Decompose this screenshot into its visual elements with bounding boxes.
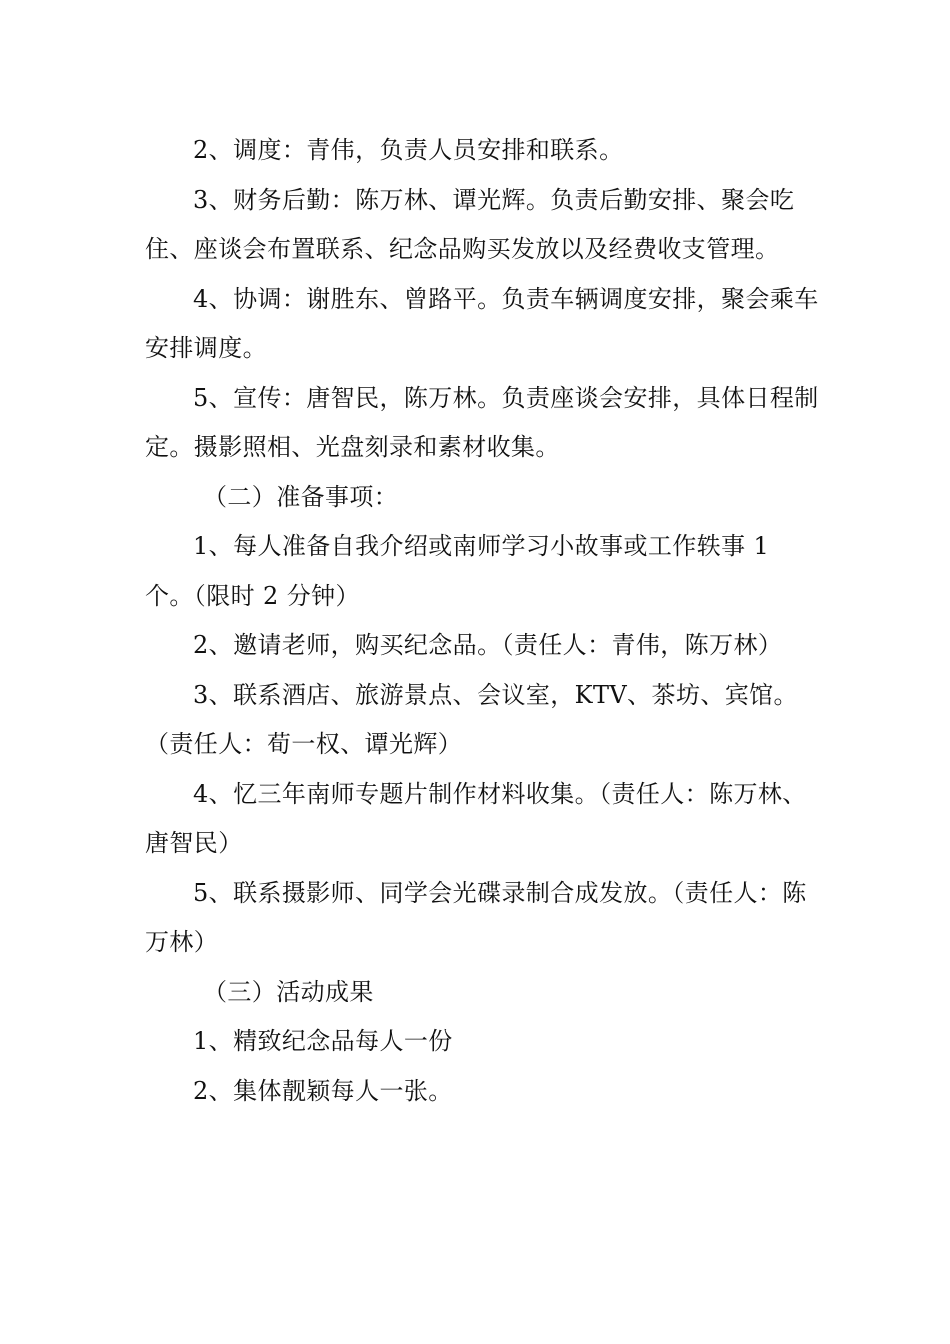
paragraph-souvenir: 1、精致纪念品每人一份 (193, 1027, 453, 1055)
paragraph-publicity: 5、宣传：唐智民，陈万林。负责座谈会安排，具体日程制定。摄影照相、光盘刻录和素材收集。 (145, 383, 819, 461)
paragraph-documentary: 4、忆三年南师专题片制作材料收集。（责任人：陈万林、唐智民） (145, 779, 807, 857)
section-heading-preparation: （二）准备事项： (203, 482, 399, 511)
paragraph-venues: 3、联系酒店、旅游景点、会议室，KTV、茶坊、宾馆。（责任人：荀一权、谭光辉） (145, 680, 798, 758)
paragraph-group-photo: 2、集体靓颖每人一张。 (193, 1076, 453, 1105)
paragraph-dispatch: 2、调度：青伟，负责人员安排和联系。 (193, 136, 624, 164)
paragraph-photographer: 5、联系摄影师、同学会光碟录制合成发放。（责任人：陈万林） (145, 878, 807, 956)
paragraph-self-introduction: 1、每人准备自我介绍或南师学习小故事或工作轶事 1 个。（限时 2 分钟） (145, 532, 770, 610)
paragraph-finance-logistics: 3、财务后勤：陈万林、谭光辉。负责后勤安排、聚会吃住、座谈会布置联系、纪念品购买发放以及经费收支管理。 (145, 185, 795, 263)
document-body (145, 126, 825, 1116)
paragraph-invite-teachers: 2、邀请老师，购买纪念品。（责任人：青伟，陈万林） (193, 631, 783, 659)
paragraph-coordination: 4、协调：谢胜东、曾路平。负责车辆调度安排，聚会乘车安排调度。 (145, 284, 819, 362)
section-heading-results: （三）活动成果 (203, 977, 374, 1006)
